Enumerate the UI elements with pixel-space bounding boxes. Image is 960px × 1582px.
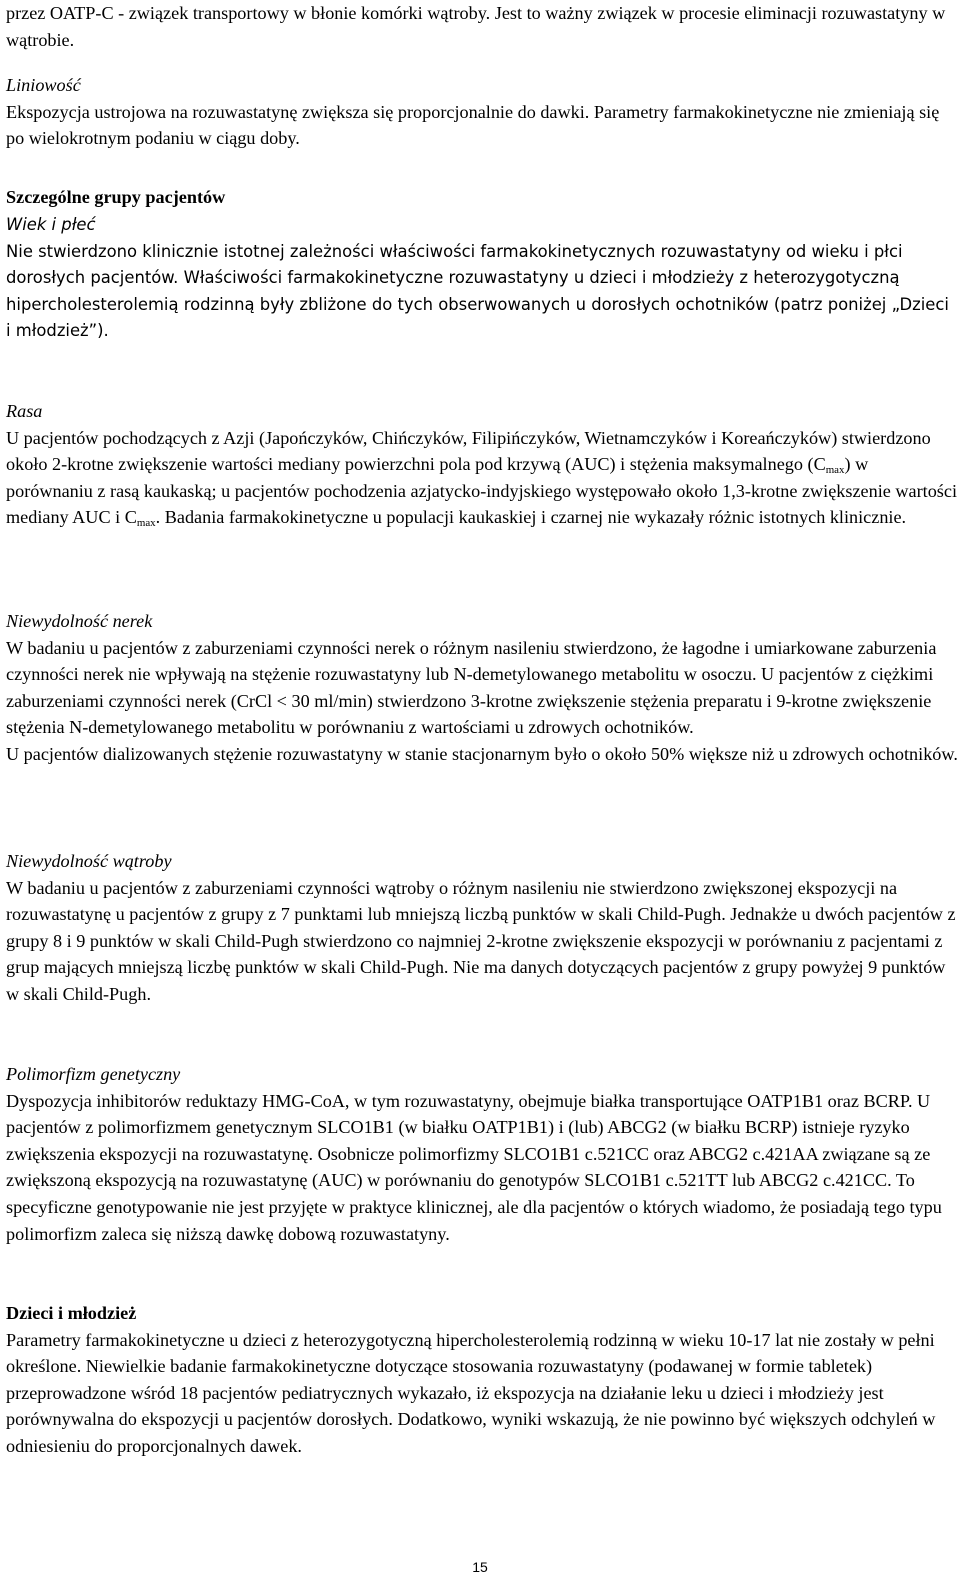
race-paragraph [6, 425, 958, 531]
section-linearity [6, 72, 958, 152]
race-sub-max-2: max [136, 517, 156, 530]
race-text-2: ) w porównaniu z rasą kaukaską; u pacjentów pochodzenia azjatycko-indyjskiego występowało około 1,3-krotne zwiększenie wartości mediany AUC i C [6, 454, 957, 528]
section-renal [6, 608, 958, 768]
section-title-age-sex: Wiek i płeć [6, 215, 96, 234]
age-sex-text-a: Nie stwierdzono klinicznie istotnej zależności właściwości farmakokinetycznych rozuwastatyny od wieku i płci dorosłych pacjentów. [6, 241, 903, 288]
age-sex-text-b: Właściwości farmakokinetyczne rozuwastatyny u dzieci i młodzieży z heterozygotyczną hipercholesterolemią rodzinną były zbliżone do tych obserwowanych u dorosłych ochotników (patrz poniżej „Dzieci i młodzież”). [6, 268, 949, 341]
children-paragraph: Parametry farmakokinetyczne u dzieci z heterozygotyczną hipercholesterolemią rodzinną w wieku 10-17 lat nie zostały w pełni określone. Niewielkie badanie farmakokinetyczne dotyczące stosowania rozuwastatyny (podawanej w formie tabletek) przeprowadzone wśród 18 pacjentów pediatrycznych wykazało, iż ekspozycja na działanie leku u dzieci i młodzieży jest porównywalna do ekspozycji u pacjentów dorosłych. Dodatkowo, wyniki wskazują, że nie powinno być większych odchyleń w odniesieniu do proporcjonalnych dawek. [6, 1329, 936, 1456]
section-hepatic [6, 848, 958, 1008]
intro-paragraph: przez OATP-C - związek transportowy w błonie komórki wątroby. Jest to ważny związek w procesie eliminacji rozuwastatyny w wątrobie. [6, 3, 946, 50]
section-title-children: Dzieci i młodzież [6, 1303, 137, 1323]
renal-paragraph: W badaniu u pacjentów z zaburzeniami czynności nerek o różnym nasileniu stwierdzono, że łagodne i umiarkowane zaburzenia czynności nerek nie wpływają na stężenie rozuwastatyny lub N-demetylowanego metabolitu w osoczu. U pacjentów z ciężkimi zaburzeniami czynności nerek (CrCl < 30 ml/min) stwierdzono 3-krotne zwiększenie stężenia preparatu i 9-krotne zwiększenie stężenia N-demetylowanego metabolitu w porównaniu z wartościami u zdrowych ochotników. [6, 637, 937, 738]
section-title-renal: Niewydolność nerek [6, 611, 153, 631]
section-children [6, 1300, 958, 1460]
age-sex-paragraph [6, 239, 958, 345]
section-title-special-groups: Szczególne grupy pacjentów [6, 187, 226, 207]
race-text-3: . Badania farmakokinetyczne u populacji kaukaskiej i czarnej nie wykazały różnic istotnych klinicznie. [155, 507, 907, 528]
linearity-paragraph: Ekspozycja ustrojowa na rozuwastatynę zwiększa się proporcjonalnie do dawki. Parametry farmakokinetyczne nie zmieniają się po wielokrotnym podaniu w ciągu doby. [6, 101, 940, 149]
race-text-1: U pacjentów pochodzących z Azji (Japończyków, Chińczyków, Filipińczyków, Wietnamczyków i Koreańczyków) stwierdzono około 2-krotne zwiększenie wartości mediany powierzchni pola pod krzywą (AUC) i stężenia maksymalnego (C [6, 427, 931, 475]
section-title-race: Rasa [6, 401, 43, 421]
genetic-paragraph: Dyspozycja inhibitorów reduktazy HMG-CoA, w tym rozuwastatyny, obejmuje białka transportujące OATP1B1 oraz BCRP. U pacjentów z polimorfizmem genetycznym SLCO1B1 (w białku OATP1B1) i (lub) ABCG2 (w białku BCRP) istnieje ryzyko zwiększenia ekspozycji na rozuwastatynę. Osobnicze polimorfizmy SLCO1B1 c.521CC oraz ABCG2 c.421AA związane są ze zwiększoną ekspozycją na rozuwastatynę (AUC) w porównaniu do genotypów SLCO1B1 c.521TT lub ABCG2 c.421CC. To specyficzne genotypowanie nie jest przyjęte w praktyce klinicznej, ale dla pacjentów o których wiadomo, że posiadają tego typu polimorfizm zaleca się niższą dawkę dobową rozuwastatyny. [6, 1090, 942, 1244]
race-sub-max-1: max [825, 464, 845, 477]
section-genetic [6, 1061, 958, 1247]
section-race [6, 398, 958, 531]
section-age-sex [6, 212, 958, 345]
section-title-linearity: Liniowość [6, 75, 81, 95]
page-number: 15 [472, 1559, 488, 1575]
hepatic-paragraph: W badaniu u pacjentów z zaburzeniami czynności wątroby o różnym nasileniu nie stwierdzono zwiększonej ekspozycji na rozuwastatynę u pacjentów z grupy z 7 punktami lub mniejszą liczbą punktów w skali Child-Pugh. Jednakże u dwóch pacjentów z grupy 8 i 9 punktów w skali Child-Pugh stwierdzono co najmniej 2-krotne zwiększenie ekspozycji w porównaniu z pacjentami z grup mających mniejszą liczbę punktów w skali Child-Pugh. Nie ma danych dotyczących pacjentów z grupy powyżej 9 punktów w skali Child-Pugh. [6, 877, 956, 1004]
section-title-hepatic: Niewydolność wątroby [6, 851, 172, 871]
renal-paragraph-2: U pacjentów dializowanych stężenie rozuwastatyny w stanie stacjonarnym było o około 50% większe niż u zdrowych ochotników. [6, 743, 958, 764]
section-title-genetic: Polimorfizm genetyczny [6, 1064, 181, 1084]
